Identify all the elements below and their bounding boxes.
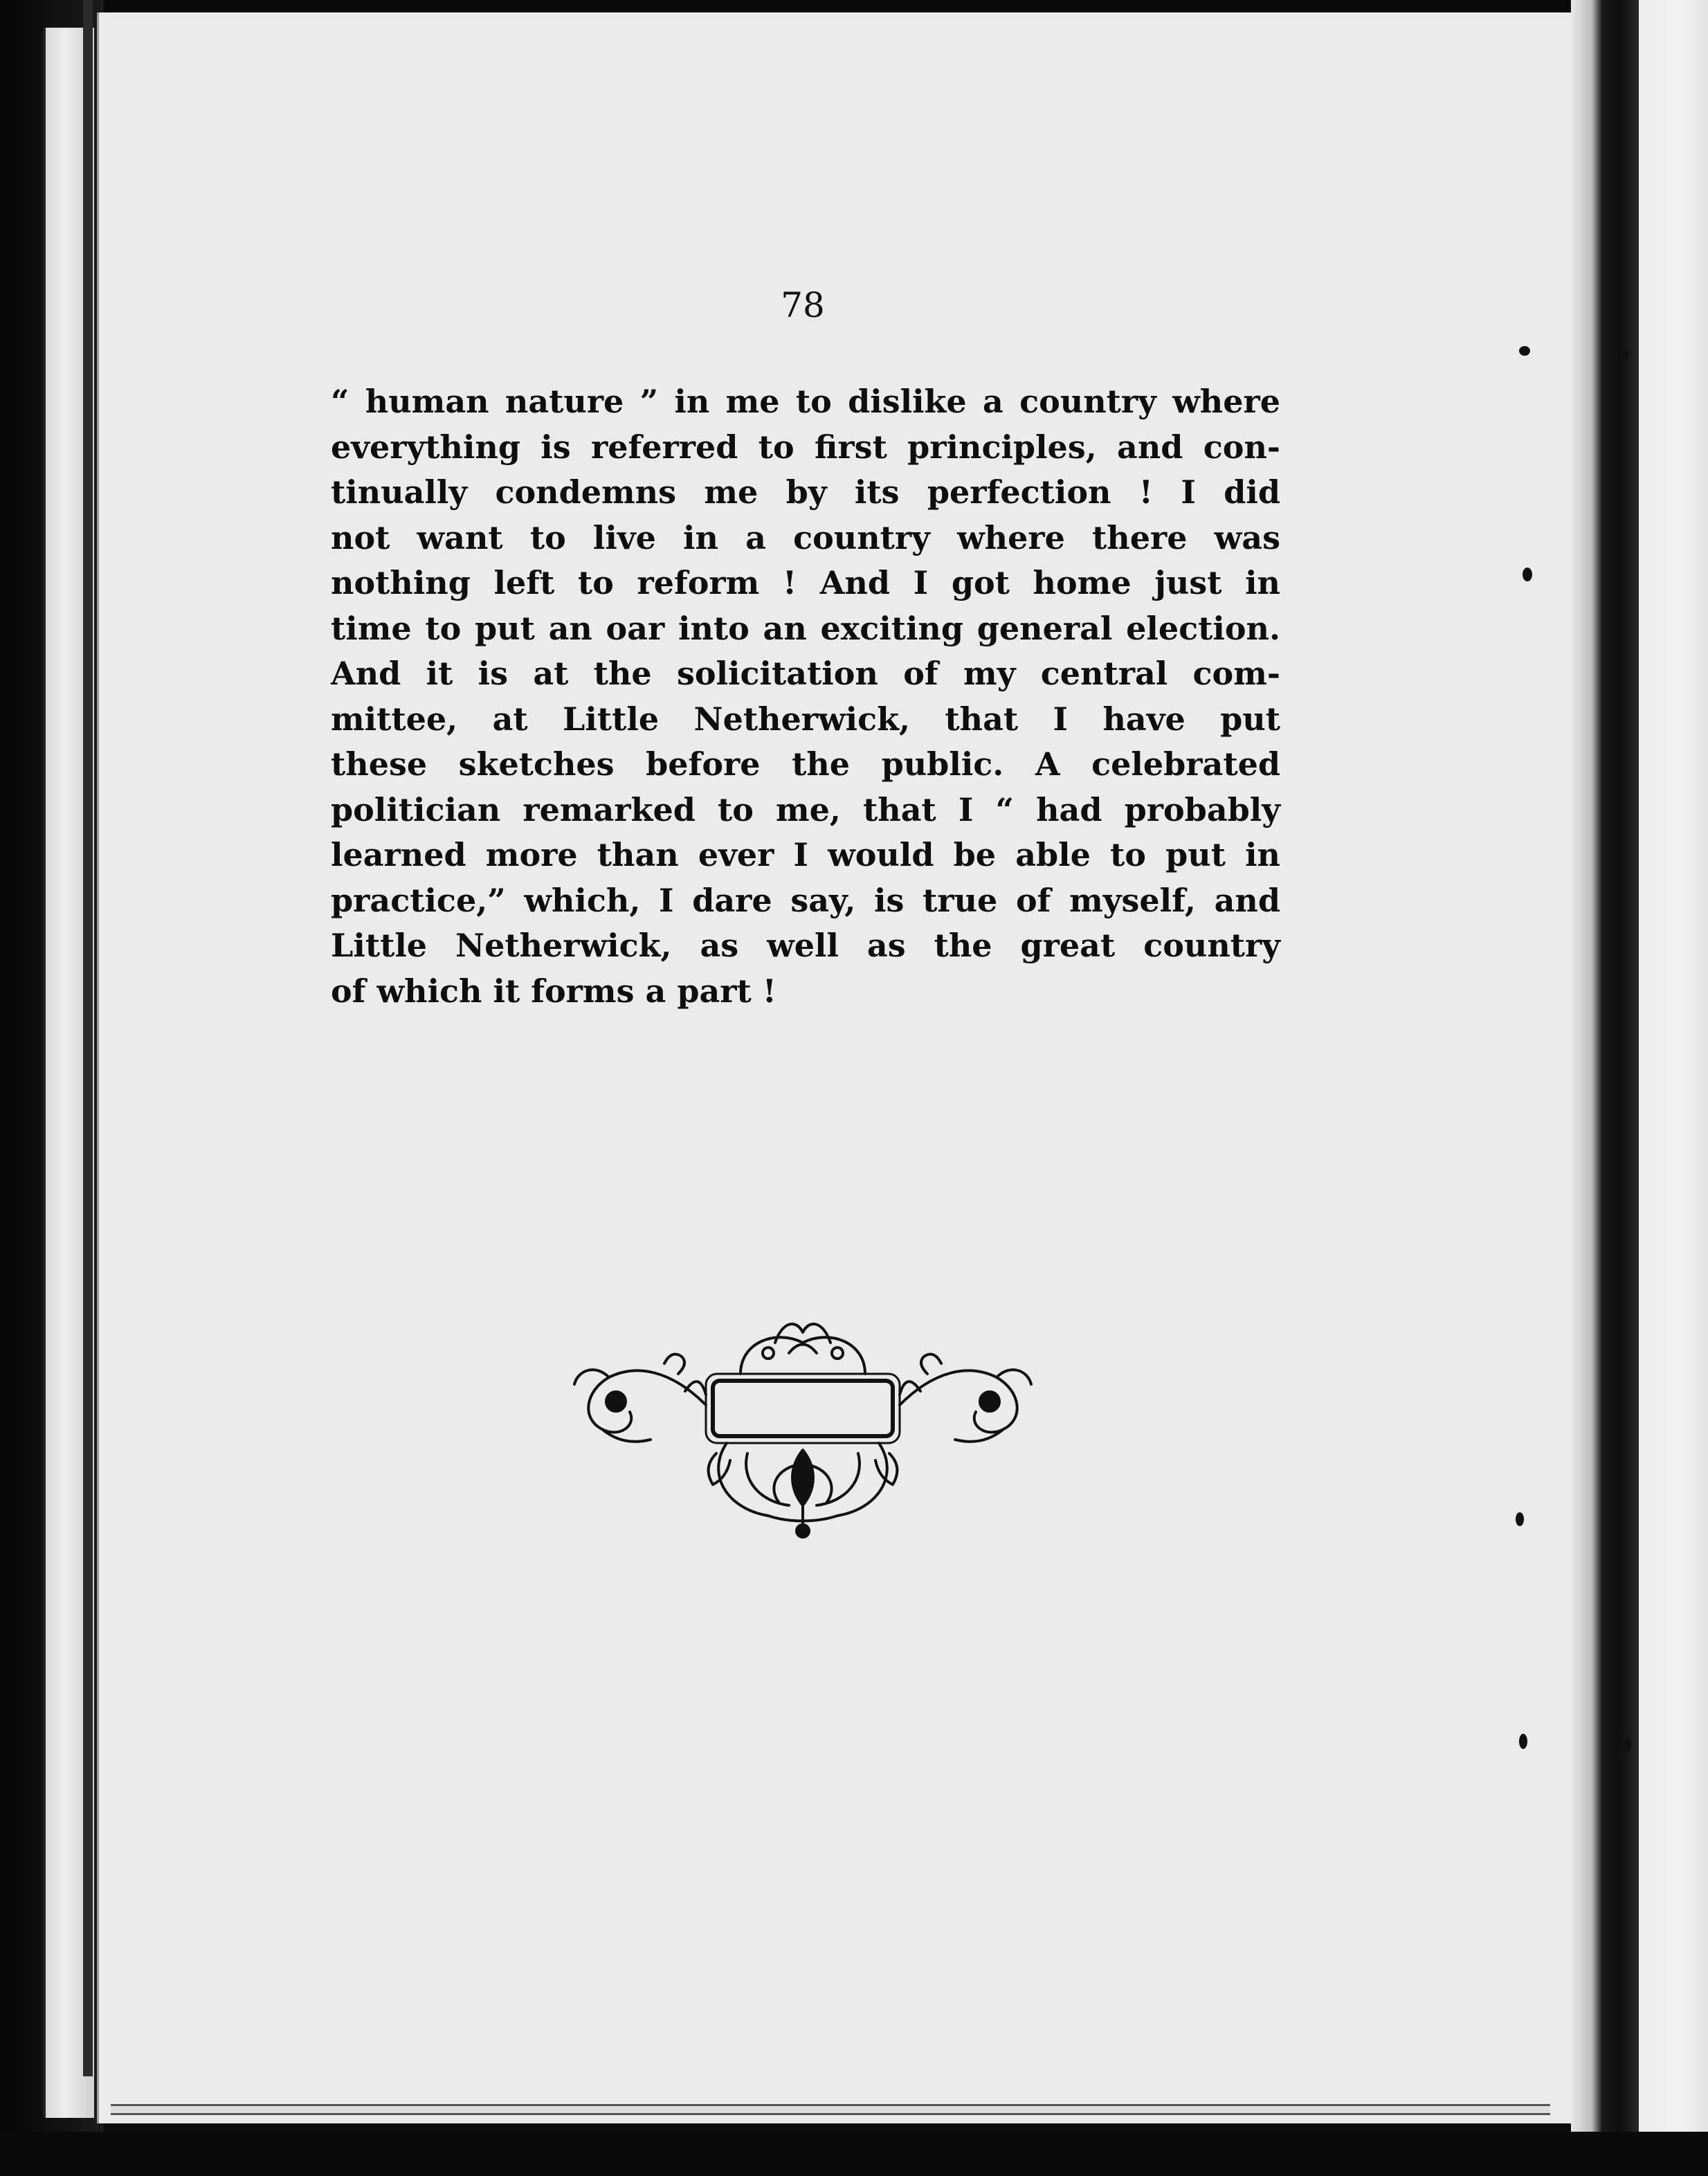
text-line: practice,” which, I dare say, is true of myself, and bbox=[331, 881, 1280, 919]
decorative-cartouche-tailpiece-icon bbox=[567, 1315, 1038, 1543]
binding-gutter bbox=[1571, 0, 1640, 2176]
cover-edge-shadow bbox=[83, 0, 93, 2076]
text-line: learned more than ever I would be able to put in bbox=[331, 836, 1280, 873]
text-line: mittee, at Little Netherwick, that I have put bbox=[331, 700, 1280, 738]
scan-speck bbox=[1619, 350, 1629, 359]
scan-speck bbox=[1623, 1737, 1631, 1751]
text-line: time to put an oar into an exciting general election. bbox=[331, 609, 1280, 647]
scan-speck bbox=[1519, 346, 1530, 356]
text-line: of which it forms a part ! bbox=[331, 972, 776, 1010]
text-line: not want to live in a country where there was bbox=[331, 518, 1280, 556]
text-line: politician remarked to me, that I “ had probably bbox=[331, 790, 1280, 828]
facing-page-edge bbox=[1639, 0, 1708, 2176]
scan-speck bbox=[1523, 568, 1532, 581]
page-number: 78 bbox=[781, 285, 825, 325]
scan-speck bbox=[1516, 1512, 1524, 1526]
text-line: these sketches before the public. A celebrated bbox=[331, 745, 1280, 783]
book-page bbox=[97, 12, 1577, 2123]
text-line: everything is referred to first principles, and con- bbox=[331, 428, 1280, 466]
page-bottom-edge bbox=[111, 2104, 1550, 2115]
text-line: tinually condemns me by its perfection ! I did bbox=[331, 473, 1280, 511]
body-paragraph bbox=[331, 379, 1280, 1014]
scan-bottom-border bbox=[0, 2132, 1708, 2176]
text-line: And it is at the solicitation of my central com- bbox=[331, 655, 1280, 692]
text-line: Little Netherwick, as well as the great country bbox=[331, 927, 1280, 964]
scan-speck bbox=[1519, 1734, 1527, 1749]
text-line: nothing left to reform ! And I got home just in bbox=[331, 564, 1280, 601]
text-line: “ human nature ” in me to dislike a country where bbox=[331, 383, 1280, 420]
